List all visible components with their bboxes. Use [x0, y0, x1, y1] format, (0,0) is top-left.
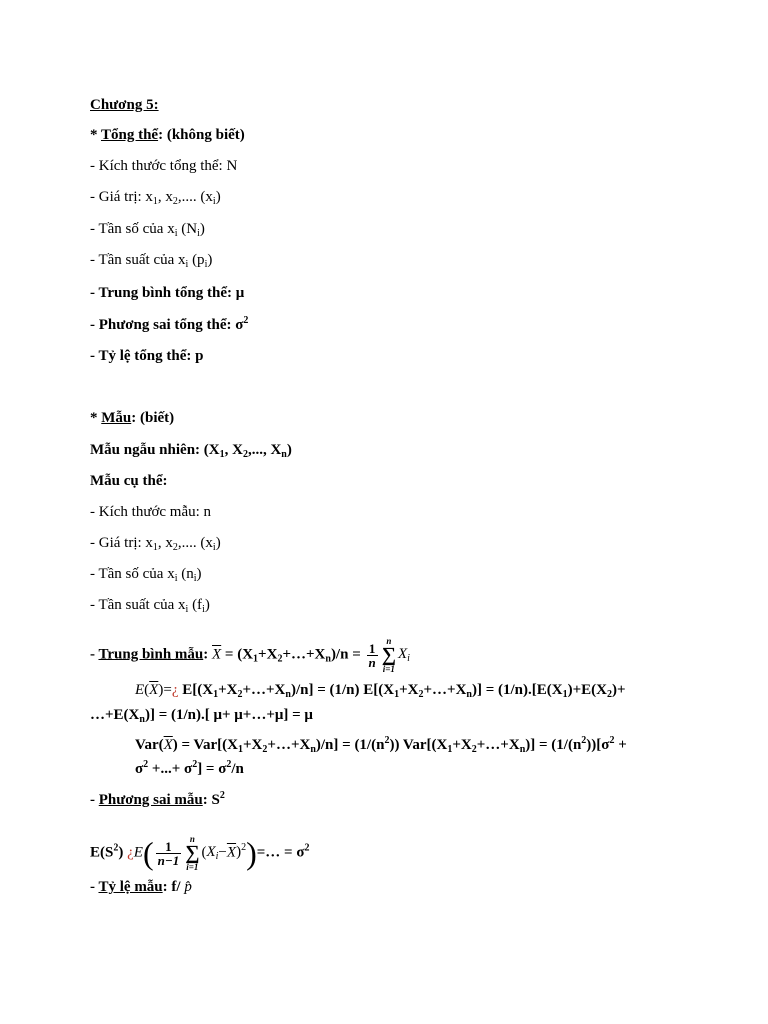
expectation-line-1: $E(\overline{X})=¿$ $E[(X_1+X_2+\dots+X_n)/n] = (1/n)$ $E[(X_1+X_2+\dots+X_n)] = (1/n).[E(X_1)+E(X_2)+$ [135, 682, 626, 700]
expectation-line-2: $\dots+E(X_n)] = (1/n)$.[ μ+ μ+…+μ] = μ [90, 707, 313, 725]
sample-values: - Giá trị: $x_1$, $x_2$,.... $(x_i)$ [90, 535, 221, 553]
population-proportion: - Tỷ lệ tổng thể: p [90, 348, 204, 364]
variance-line-1: $Var(\overline{X})$ = $Var[(X_1+X_2+\dots+X_n)/n] = (1/(n^2))$ $Var[(X_1+X_2+\dots+X_n)] = (1/(n^2))[\sigma^2$ + [135, 735, 627, 755]
population-values: - Giá trị: $x_1$, $x_2$,.... $(x_i)$ [90, 189, 221, 207]
concrete-sample: Mẫu cụ thể: [90, 473, 168, 489]
population-variance: - Phương sai tổng thể: $\sigma^2$ [90, 315, 249, 333]
random-sample: Mẫu ngẫu nhiên: ($X_1$, $X_2$,..., $X_n$) [90, 442, 292, 460]
chapter-title: Chương 5: [90, 97, 159, 113]
variance-line-2: $\sigma^2$ +...+ $\sigma^2] = \sigma^2/n$ [135, 759, 244, 777]
sample-frequency: - Tần số của $x_i$ $(n_i)$ [90, 566, 202, 584]
fraction-1-over-n: $\frac{1}{n}$ [368, 640, 376, 670]
summation-symbol: n ∑ i=1 [381, 636, 396, 674]
sample-size: - Kích thước mẫu: n [90, 504, 212, 520]
fraction-1-over-n-minus-1: $\frac{1}{n-1}$ [157, 838, 180, 868]
sample-heading: * Mẫu: (biết) [90, 410, 175, 426]
sample-proportion: - Tỷ lệ mẫu: f/ p̂ [90, 879, 192, 895]
expected-sample-variance: $E(S^2)$ ¿E( $\frac{1}{n-1}$ n ∑ i=1 $(X_i-\overline{X})^2)=\dots = \sigma^2$ [90, 834, 310, 872]
sample-relative-frequency: - Tần suất của $x_i$ $(f_i)$ [90, 597, 210, 615]
sample-variance: - Phương sai mẫu: $S^2$ [90, 790, 225, 808]
population-mean: - Trung bình tổng thể: μ [90, 285, 245, 301]
population-relative-frequency: - Tần suất của $x_i$ $(p_i)$ [90, 252, 213, 270]
population-heading: * Tổng thể: (không biết) [90, 127, 245, 143]
sample-mean: - Trung bình mẫu: $\overline{X}$ = $(X_1+X_2+\dots+X_n)/n$ = $\frac{1}{n}$ n ∑ i=1 $X_i$ [90, 636, 410, 674]
population-size: - Kích thước tổng thể: N [90, 158, 238, 174]
population-frequency: - Tần số của $x_i$ $(N_i)$ [90, 221, 205, 239]
summation-symbol-2: n ∑ i=1 [185, 834, 200, 872]
